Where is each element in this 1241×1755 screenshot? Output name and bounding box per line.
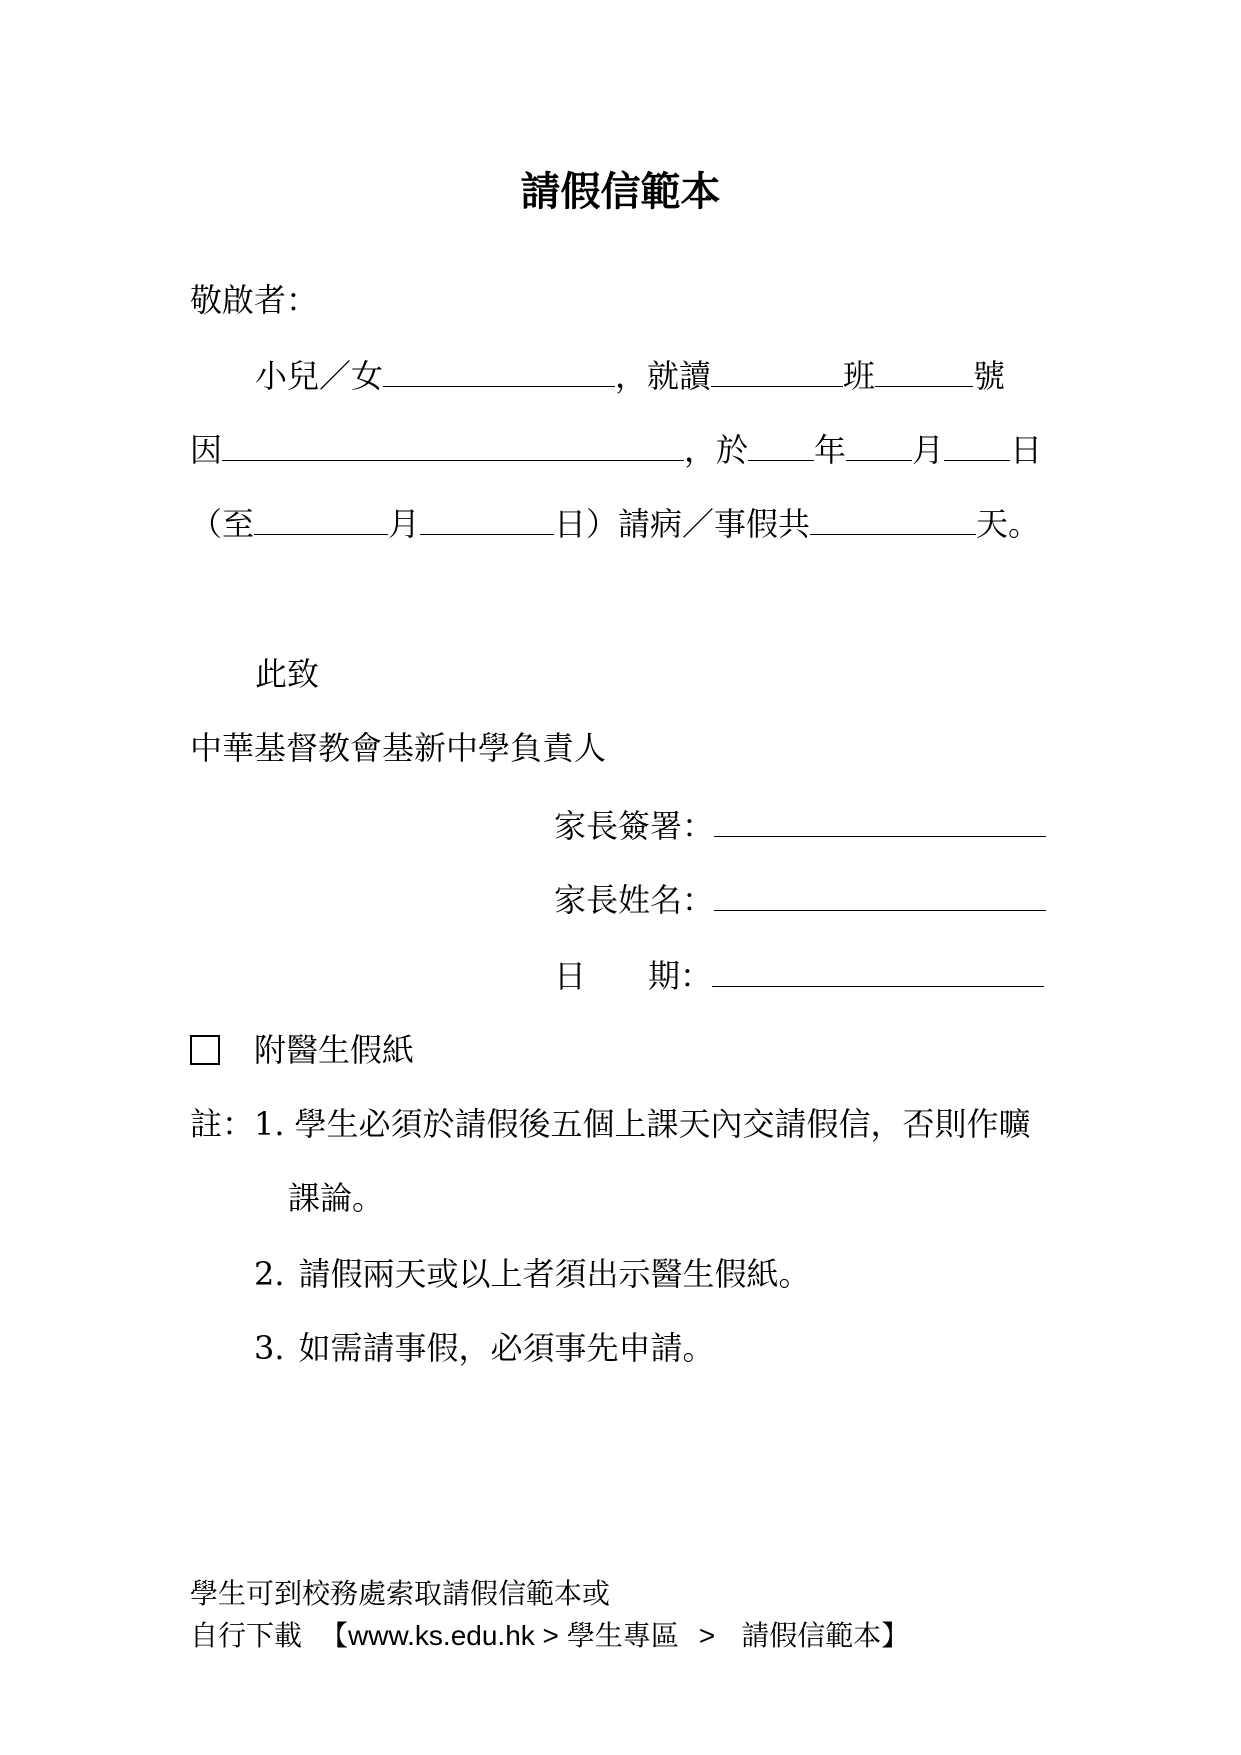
parent-name-row bbox=[554, 874, 1046, 922]
month-blank[interactable] bbox=[846, 424, 912, 461]
footer-section: 學生專區 bbox=[566, 1619, 679, 1652]
leave-type-label: 日）請病／事假共 bbox=[554, 505, 811, 543]
parent-name-blank[interactable] bbox=[714, 874, 1046, 911]
note-1-continuation: 課論。 bbox=[288, 1179, 385, 1217]
sign-date-row bbox=[554, 950, 1044, 998]
page-title: 請假信範本 bbox=[520, 169, 721, 215]
until-month-blank[interactable] bbox=[254, 498, 388, 535]
day-label: 日 bbox=[1010, 431, 1043, 469]
reason-label: 因 bbox=[190, 431, 223, 469]
parent-signature-blank[interactable] bbox=[714, 800, 1046, 837]
footer-open-bracket: 【 bbox=[320, 1619, 349, 1652]
note-2-number: 2. bbox=[254, 1255, 285, 1293]
child-label: 小兒／女 bbox=[255, 357, 384, 395]
body-line-2 bbox=[190, 424, 1042, 472]
days-blank[interactable] bbox=[810, 498, 976, 535]
attachment-label: 附醫生假紙 bbox=[254, 1031, 415, 1069]
class-suffix: 班 bbox=[843, 357, 876, 395]
salutation: 敬啟者： bbox=[190, 281, 319, 319]
footer-arrow: > bbox=[698, 1620, 716, 1651]
attachment-row bbox=[190, 1026, 414, 1074]
until-day-blank[interactable] bbox=[420, 498, 554, 535]
parent-signature-label: 家長簽署： bbox=[554, 807, 715, 845]
reason-blank[interactable] bbox=[222, 424, 684, 461]
date-label: ，於 bbox=[684, 431, 749, 469]
parent-signature-row bbox=[554, 800, 1046, 848]
sign-date-label-2: 期： bbox=[648, 957, 713, 995]
note-2 bbox=[254, 1250, 811, 1298]
year-blank[interactable] bbox=[748, 424, 814, 461]
note-3-text: 如需請事假，必須事先申請。 bbox=[298, 1329, 715, 1367]
footer-download-label: 自行下載 bbox=[190, 1619, 303, 1652]
day-blank[interactable] bbox=[944, 424, 1010, 461]
child-name-blank[interactable] bbox=[383, 350, 615, 387]
recipient: 中華基督教會基新中學負責人 bbox=[190, 729, 607, 767]
footer-url-link[interactable]: www.ks.edu.hk > bbox=[348, 1620, 559, 1651]
body-line-1 bbox=[255, 350, 1005, 398]
footer-page: 請假信範本】 bbox=[741, 1619, 910, 1652]
body-line-3 bbox=[190, 498, 1040, 546]
closing: 此致 bbox=[255, 655, 320, 693]
note-1-text: 學生必須於請假後五個上課天內交請假信，否則作曠 bbox=[294, 1105, 1031, 1143]
parent-name-label: 家長姓名： bbox=[554, 881, 715, 919]
sign-date-blank[interactable] bbox=[712, 950, 1044, 987]
class-label: ，就讀 bbox=[615, 357, 712, 395]
note-2-text: 請假兩天或以上者須出示醫生假紙。 bbox=[298, 1255, 811, 1293]
note-1 bbox=[190, 1100, 1031, 1148]
note-3-number: 3. bbox=[254, 1329, 285, 1367]
days-label: 天。 bbox=[976, 505, 1041, 543]
medical-certificate-checkbox[interactable] bbox=[190, 1035, 220, 1065]
month-label: 月 bbox=[912, 431, 945, 469]
footer-line-1: 學生可到校務處索取請假信範本或 bbox=[190, 1577, 611, 1610]
footer-line-2 bbox=[190, 1614, 909, 1654]
until-month-label: 月 bbox=[388, 505, 421, 543]
note-3 bbox=[254, 1324, 715, 1372]
note-1-number: 1. bbox=[254, 1105, 285, 1143]
number-suffix: 號 bbox=[973, 357, 1006, 395]
notes-prefix: 註： bbox=[190, 1105, 255, 1143]
year-label: 年 bbox=[814, 431, 847, 469]
class-blank[interactable] bbox=[711, 350, 843, 387]
number-blank[interactable] bbox=[875, 350, 973, 387]
sign-date-label-1: 日 bbox=[554, 957, 587, 995]
until-label: （至 bbox=[190, 505, 255, 543]
